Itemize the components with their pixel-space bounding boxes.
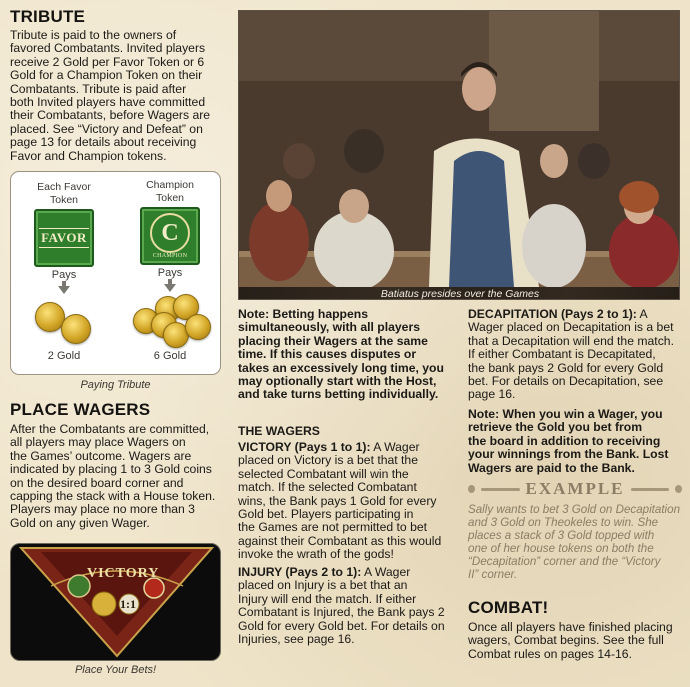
place-wagers-heading: PLACE WAGERS: [10, 400, 151, 419]
tribute-illustration: [10, 171, 221, 375]
bets-board-illustration: [10, 543, 221, 661]
photo-scene-graphic: [239, 11, 680, 287]
favor-label: Each Favor Token: [37, 181, 91, 206]
scroll-knob-icon: [468, 485, 475, 493]
favor-column: [23, 181, 105, 362]
winning-note: Note: When you win a Wager, you retrieve the Gold you bet from the board in addition to receiving your winnings from the Bank. Lost Wagers are paid to the Bank.: [468, 407, 669, 475]
bets-caption: Place Your Bets!: [74, 664, 157, 676]
victory-wager-paragraph: VICTORY (Pays 1 to 1): A Wager placed on Victory is a bet that the selected Combatant will win the match. If the selected Combatant wins, the Bank pays 1 Gold for every Gold bet. Players participating in the Games are not permitted to bet against their Combatant as this would invoke the wrath of the gods!: [238, 440, 442, 562]
champion-token-icon: C CHAMPION: [140, 207, 200, 265]
the-wagers-heading: THE WAGERS: [238, 424, 320, 438]
injury-wager-paragraph: INJURY (Pays 2 to 1): A Wager placed on Injury is a bet that an Injury will end the match. If either Combatant is Injured, the Bank pays 2 Gold for every Gold bet. For details on Injuries, see page 16.: [238, 565, 445, 647]
example-paragraph: Sally wants to bet 3 Gold on Decapitation and 3 Gold on Theokeles to win. She places a stack of 3 Gold topped with one of her house tokens on both the “Decapitation” corner and the “Victory II” corner.: [468, 503, 681, 581]
board-victory-label: VICTORY: [87, 566, 160, 581]
gold-coin-icon: [61, 314, 91, 344]
champion-label: Champion Token: [146, 179, 194, 204]
two-gold-coins: [23, 294, 105, 350]
gold-coin-icon: [185, 314, 211, 340]
tribute-caption: Paying Tribute: [80, 379, 151, 391]
tribute-heading: TRIBUTE: [10, 7, 86, 26]
champion-column: [129, 179, 211, 362]
victory-title: VICTORY (Pays 1 to 1):: [238, 440, 371, 454]
example-banner: [468, 478, 682, 500]
injury-title: INJURY (Pays 2 to 1):: [238, 565, 362, 579]
decapitation-title: DECAPITATION (Pays 2 to 1):: [468, 307, 637, 321]
place-wagers-paragraph: After the Combatants are committed, all players may place Wagers on the Games’ outcome. Wagers are indicated by placing 1 to 3 Gold coins on the desired board corner and capping the stack with a House token. Players may place no more than 3 Gold on any given Wager.: [10, 422, 216, 530]
pays-label-left: Pays: [51, 269, 77, 281]
scroll-knob-icon: [675, 485, 682, 493]
photo-caption: Batiatus presides over the Games: [239, 287, 680, 300]
decapitation-wager-paragraph: DECAPITATION (Pays 2 to 1): A Wager placed on Decapitation is a bet that a Decapitation will end the match. If either Combatant is Decapitated, the bank pays 2 Gold for every Gold bet. For details on Decapitation, see page 16.: [468, 307, 674, 402]
favor-token-icon: FAVOR: [34, 209, 94, 267]
combat-paragraph: Once all players have finished placing wagers, Combat begins. See the full Combat rules on pages 14-16.: [468, 620, 673, 661]
pays-label-right: Pays: [157, 267, 183, 279]
board-odds-badge: 1:1: [120, 597, 136, 611]
gold-amount-left: 2 Gold: [47, 350, 81, 362]
tribute-paragraph: Tribute is paid to the owners of favored Combatants. Invited players receive 2 Gold per Favor Token or 6 Gold for a Champion Token on their Combatants. Tribute is paid after both Invited players have committed their Combatants, before Wagers are placed. See “Victory and Defeat” on page 13 for details about receiving Favor and Champion tokens.: [10, 28, 211, 163]
gold-amount-right: 6 Gold: [153, 350, 187, 362]
batiatus-photo: [238, 10, 680, 300]
combat-heading: COMBAT!: [468, 598, 549, 617]
six-gold-coins: [129, 292, 211, 350]
betting-note: Note: Betting happens simultaneously, with all players placing their Wagers at the same time. If this causes disputes or takes an excessively long time, you may optionally start with the Host, and take turns betting individually.: [238, 307, 444, 402]
example-title: EXAMPLE: [525, 479, 625, 498]
